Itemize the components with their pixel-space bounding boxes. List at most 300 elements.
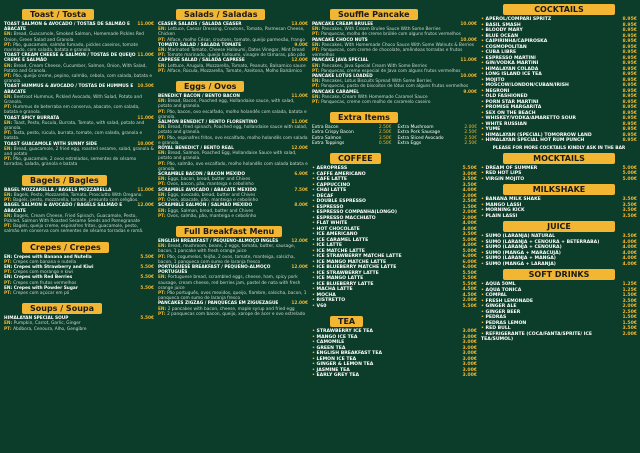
list-item-price: 8.95€: [622, 66, 637, 72]
item-desc-en: [4, 147, 154, 157]
lang-tag-pt: PT:: [158, 311, 168, 317]
section-header-soups: Soups / Soupa: [22, 303, 102, 314]
list-item-price: 3.00€: [462, 351, 477, 357]
item-price: 5.50€: [140, 316, 154, 322]
list-item-price: 6.00€: [462, 259, 477, 265]
menu-item: [312, 90, 477, 106]
desc-text: Bagels, pesto, mozzarella, tomate, presunto com orégãos.: [13, 198, 139, 204]
list-item-price: 5.50€: [462, 281, 477, 287]
desc-text: Toast, Pesto, Rucula, Burrata, Tomato, with salad, potato and granola.: [4, 120, 145, 132]
section-header-souffle: Souffle Pancake: [330, 9, 418, 20]
list-item-name: • ICE AMERICANO: [312, 232, 358, 238]
list-item-price: 1.25€: [622, 282, 637, 287]
crepe-price: 5.50€: [140, 275, 154, 281]
extra-item: [398, 141, 478, 146]
item-price: 11.00€: [137, 53, 154, 59]
desc-text: Pancakes, Java Special Cream With Some Berries: [321, 63, 428, 69]
list-item-price: 4.00€: [622, 239, 637, 245]
list-item-name: • PLAIN LASSI: [481, 214, 517, 220]
menu-item: [158, 203, 308, 219]
desc-text: Panquecas, pasta de biscoitos de lótus com alguns frutos vermelhos: [321, 84, 469, 90]
list-item-price: 4.00€: [622, 250, 637, 256]
list-item-price: 3.00€: [462, 373, 477, 379]
section-header-soft-drinks: SOFT DRINKS: [503, 269, 615, 280]
crepe-pt-text: Crepes com banana e nutella: [13, 259, 77, 265]
list-item-name: • BASIL SMASH: [481, 23, 521, 29]
lang-tag-en: EN:: [158, 275, 168, 281]
list-item-name: • HOT CHOCOLATE: [312, 227, 360, 233]
list-item-name: • OLD FASHIONED: [481, 94, 528, 100]
list-item-name: • RISTRETTO: [312, 298, 345, 304]
list-item-price: 8.95€: [622, 99, 637, 105]
list-item-name: • HIMALAYAN SPECIAL HOT RUM PUNCH: [481, 138, 584, 144]
list-item-name: • EARLY GREY TEA: [312, 373, 359, 379]
list-item-price: 8.95€: [622, 50, 637, 55]
list-item-price: 3.50€: [622, 197, 637, 202]
desc-text: Pão, guacamole, 2 ovos estrelados, sementes de sésamo torradas, salada, granola e batata: [4, 157, 137, 168]
column-toast-bagels: [4, 2, 154, 451]
item-name: PORTUGUESE BREAKFAST / PEQUENO-ALMOÇO PORTUGUÊS: [158, 264, 271, 276]
list-item-name: • SUMO (MANGA + LARANJA): [481, 262, 556, 268]
list-item-name: • STRAWBERRY ICE TEA: [312, 329, 373, 335]
section-header-cocktails: COCKTAILS: [503, 4, 615, 15]
item-price: 6.90€: [294, 172, 308, 178]
list-item-name: • ICE MANGO LATTE: [312, 276, 363, 282]
lang-tag-en: EN:: [4, 63, 14, 69]
item-name: TOAST CREAM CHEESE & SALMON / TOSTAS DE QUEIJO CREME E SALMÃO: [4, 53, 136, 64]
item-desc-en: [158, 244, 308, 254]
column-drinks: [481, 2, 637, 451]
list-item-price: 4.00€: [622, 245, 637, 250]
item-desc-pt: [158, 136, 308, 146]
item-name: BAGEL SALMON & AVOCADO / BAGELS SALMÃO E ABACATE: [4, 203, 123, 214]
desc-text: Pão, salmão, ovo escalfado, molho holandês com salada batata e granola.: [158, 161, 308, 172]
list-item-price: 3.50€: [462, 232, 477, 238]
menu-item: [158, 94, 308, 120]
list-item-price: 2.00€: [462, 215, 477, 221]
crepe-en-text: Crepes with Powder Sugar: [13, 285, 78, 291]
column-salads-eggs: [158, 2, 308, 451]
lang-tag-pt: PT:: [4, 157, 14, 163]
menu-item: [4, 188, 154, 204]
item-desc-pt: [158, 110, 308, 120]
list-item-price: 3.00€: [462, 356, 477, 362]
item-name: PANCAKE CARAMEL: [312, 89, 359, 95]
item-name: PANCAKE JAVA SPECIAL: [312, 58, 369, 64]
desc-text: Eggs, bacon, bread, butter and Chives: [167, 177, 251, 183]
lang-tag-en: EN:: [158, 177, 168, 183]
list-item-price: 4.00€: [462, 226, 477, 232]
item-price: 10.00€: [460, 37, 477, 43]
list-item-name: • COSMOPOLITAN: [481, 45, 527, 51]
list-item-price: 4.50€: [462, 292, 477, 298]
list-item-name: • MOSCOW/LONDON/CUBAN/IRISH: [481, 83, 569, 89]
list-item-name: • CAPPUCCINO: [312, 183, 350, 189]
list-item-price: 8.95€: [622, 77, 637, 83]
item-price: 12.00€: [291, 301, 308, 307]
extra-price: 2.50€: [464, 140, 477, 146]
item-name: TOMATO SALAD / SALADA TOMATE: [158, 42, 242, 48]
lang-tag-pt: PT:: [4, 280, 14, 286]
list-item-name: • BLUE OCEAN: [481, 34, 518, 40]
extra-name: Extra Salmon: [312, 135, 342, 141]
cocktail-note: PLEASE FOR MORE COCKTAILS KINDLY ASK IN THE BAR: [492, 145, 626, 151]
menu-item: [4, 22, 154, 53]
item-name: BENEDICT BACON / BENTO BACON: [158, 94, 240, 100]
extras-list: [312, 125, 477, 146]
list-item-name: • PORN STAR MARTINI: [481, 100, 538, 106]
lang-tag-en: EN:: [158, 125, 168, 131]
item-name: PANCAKES ZIGZAG / PANQUECAS EM ZIGUEZAGUE: [158, 301, 279, 307]
soft-drinks-list: [481, 282, 637, 343]
item-desc-pt: [158, 214, 308, 219]
list-item-name: • CAFE LATTE: [312, 177, 347, 183]
desc-text: Bread, Bacon, Poached egg, Hollandaise sauce, with salad, potato and granola.: [158, 99, 295, 110]
lang-tag-en: EN:: [158, 99, 168, 105]
item-desc-pt: [4, 327, 154, 332]
list-item-price: 1.25€: [622, 287, 637, 293]
list-item-price: 6.00€: [462, 254, 477, 260]
list-item-name: • SUMO (LARANJA + CENOURA): [481, 245, 562, 251]
list-item-price: 1.50€: [622, 293, 637, 298]
item-desc-pt: [4, 43, 154, 53]
list-item-name: • RED BULL: [481, 326, 511, 332]
list-item-price: 8.95€: [622, 121, 637, 127]
item-price: 10.00€: [137, 141, 154, 147]
desc-text: Portuguese bread, scrambled eggs, cheese, ham, spicy pork sausage, cream cheese, red berries jam, pastel de nata with fresh orange juice: [158, 275, 301, 291]
list-item: [481, 332, 637, 343]
list-item-name: • ICE STRAWBERRY MATCHE LATTE: [312, 254, 402, 260]
list-item-price: 4.00€: [622, 261, 637, 267]
crepe-item: [4, 255, 154, 265]
lang-tag-en: EN:: [4, 285, 14, 291]
item-price: 7.50€: [294, 187, 308, 193]
list-item-price: 8.95€: [622, 127, 637, 132]
list-item-price: 2.00€: [622, 331, 637, 337]
crepe-pt-text: Crepes com morango e kiwi: [13, 270, 73, 276]
item-desc-en: [158, 275, 308, 291]
list-item-name: • ICE MANGO MATCHE LATTE: [312, 260, 386, 266]
list-item-price: 3.50€: [462, 182, 477, 188]
extra-price: 0.50€: [378, 140, 392, 146]
item-price: 13.00€: [291, 22, 308, 27]
desc-text: Lettuce, Arugula, Mozzarella, Tomato, Peanuts, Balsamico sauce: [167, 63, 306, 69]
lang-tag-pt: PT:: [158, 53, 168, 59]
list-item: [481, 177, 637, 183]
menu-item: [158, 120, 308, 146]
list-item-name: • JASMINE TEA: [312, 368, 350, 374]
list-item-price: 2.00€: [462, 210, 477, 216]
item-name: SCRAMBLE BACON / BACON MEXIDO: [158, 172, 246, 178]
desc-text: Ovos, abacate, pão, manteiga e cebolinho: [167, 198, 258, 204]
list-item-price: 8.95€: [622, 94, 637, 99]
lang-tag-pt: PT:: [158, 182, 168, 188]
desc-text: Pancakes, Lotus Biscuits Spread With Some Berries: [321, 79, 432, 85]
list-item-name: • CAIPIRINHA/CAPIROSKA: [481, 39, 547, 45]
lang-tag-en: EN:: [4, 146, 14, 152]
lang-tag-pt: PT:: [312, 48, 322, 54]
item-name: CAPRESE SALAD / SALADA CAPRESE: [158, 58, 245, 64]
desc-text: Hummus de beterraba em conserva, abacate, com salada, batata e granola.: [4, 105, 140, 116]
desc-text: Tomate marinado, queijo halloumi, vinagre de tâmaras, pão pão: [167, 53, 306, 59]
list-item-name: • BANANA MILK SHAKE: [481, 197, 541, 203]
item-price: 12.00€: [291, 58, 308, 64]
item-name: ENGLISH BREAKFAST / PEQUENO-ALMOÇO INGLÊS: [158, 238, 279, 244]
menu-item: [158, 301, 308, 317]
item-price: 11.00€: [137, 187, 154, 193]
item-desc-en: [158, 151, 308, 161]
menu-item: [312, 22, 477, 38]
item-desc-en: [158, 27, 308, 37]
desc-text: Eggs, Salmon, bread, butter and Chives: [167, 208, 254, 214]
item-price: 10.50€: [137, 84, 154, 90]
lang-tag-en: EN:: [158, 306, 168, 312]
soups-list: [4, 316, 154, 332]
lang-tag-pt: PT:: [158, 37, 168, 43]
extra-item: [312, 141, 392, 146]
list-item-name: • MOCHA: [312, 293, 336, 299]
item-price: 9.00€: [294, 42, 308, 48]
list-item-price: 5.50€: [462, 276, 477, 282]
list-item-price: 3.50€: [622, 234, 637, 239]
lang-tag-pt: PT:: [4, 42, 14, 48]
item-desc-pt: [4, 131, 154, 141]
lang-tag-en: EN:: [4, 254, 14, 260]
list-item-name: • ICE MATCHE LATTE: [312, 249, 365, 255]
list-item-name: • CAFFE AMERICANO: [312, 172, 366, 178]
item-name: SALMON BENEDICT / BENTO FLORENTINO: [158, 120, 258, 126]
crepe-pt-text: Crepes com açúcar em pó: [13, 290, 70, 296]
item-desc-en: [4, 64, 154, 74]
list-item-name: • WHITE RUSSIAN: [481, 122, 527, 128]
list-item-name: • GREEN TEA: [312, 346, 345, 352]
crepe-item: [4, 265, 154, 275]
lang-tag-pt: PT:: [4, 224, 14, 230]
list-item-name: • RED HOT LIPS: [481, 171, 521, 177]
menu-item: [4, 116, 154, 142]
list-item-price: 8.95€: [622, 22, 637, 28]
item-price: 11.00€: [137, 22, 154, 27]
desc-text: Ovos, bacon, pão, manteiga e cebolinho: [167, 182, 254, 188]
item-price: 10.00€: [460, 74, 477, 80]
list-item: [481, 214, 637, 220]
extra-price: 2.50€: [378, 125, 392, 131]
desc-text: Alface, Rúcula, Mozzarella, Tomate, Azeitona, Molho Balsâmico: [167, 68, 302, 74]
lang-tag-pt: PT:: [312, 100, 322, 106]
item-price: 11.00€: [291, 94, 308, 100]
desc-text: Pão, cogumelos, feijão, 2 ovos, tomate, manteiga, salsicha, bacon, 1 panqueca com sumo de laranja fresco: [158, 254, 295, 265]
list-item-name: • ENGLISH BREAKFAST TEA: [312, 351, 382, 357]
list-item-price: 2.50€: [622, 309, 637, 315]
lang-tag-en: EN:: [4, 32, 14, 38]
list-item-name: • ESPRESSO MACCHIATO: [312, 216, 376, 222]
list-item-price: 3.50€: [462, 177, 477, 183]
menu-item: [158, 188, 308, 204]
section-header-full-breakfast: Full Breakfast Menu: [176, 226, 282, 237]
eggs-list: [158, 94, 308, 219]
list-item-price: 8.95€: [622, 39, 637, 44]
list-item-name: • ICE STRAWBERRY LATTE: [312, 271, 379, 277]
item-price: 10.00€: [460, 22, 477, 27]
section-header-extra: Extra Items: [330, 112, 398, 123]
list-item-name: • CAMOMILE: [312, 340, 344, 346]
lang-tag-en: EN:: [4, 120, 14, 126]
list-item-name: • ICE CARAMEL LATTE: [312, 238, 368, 244]
desc-text: Panquecas, creme especial de Java com alguns frutos vermelhos: [321, 68, 461, 74]
list-item-price: 8.95€: [622, 61, 637, 66]
item-name: SCRAMBLE SALMON / SALMÃO MEXIDO: [158, 203, 253, 209]
list-item-price: 8.95€: [622, 116, 637, 121]
crepe-item: [4, 275, 154, 285]
lang-tag-en: EN:: [4, 275, 14, 281]
list-item-name: • FRESH LEMONADE: [481, 299, 533, 305]
item-name: BAGEL MOZZARELLA / BAGELS MOZZARELLA: [4, 187, 112, 193]
list-item-price: 8.95€: [622, 28, 637, 33]
desc-text: Pancake, Cream With Homemade Caramel Sauce: [321, 94, 428, 100]
list-item-price: 3.00€: [462, 334, 477, 340]
item-name: TOAST GUACAMOLE WITH SUNNY SIDE: [4, 141, 98, 147]
list-item-name: • WHISKEY/VODKA/AMARETTO SOUR: [481, 116, 576, 122]
list-item-name: • DOUBLE ESPRESSO: [312, 199, 366, 205]
lang-tag-en: EN:: [158, 151, 168, 157]
crepes-list: [4, 255, 154, 297]
full-breakfast-list: [158, 239, 308, 317]
list-item: [481, 138, 637, 144]
desc-text: Bread, mushroom, beans, 2 eggs, tomato, butter, sausage, bacon, 1 pancake with fresh orange juice: [158, 244, 296, 255]
list-item-name: • APEROL/COMPARI SPRITZ: [481, 17, 551, 23]
item-name: HIMALAYAN SPECIAL SOUP: [4, 316, 69, 322]
list-item-price: 8.95€: [622, 138, 637, 143]
list-item-price: 3.50€: [622, 208, 637, 213]
desc-text: Marinated Tomato, Cheese Halloumi, Dates Vinegar, Mint Bread: [167, 48, 305, 54]
desc-text: Eggs, avocado, bread, butter and Chives: [167, 192, 256, 198]
menu-item: [158, 43, 308, 59]
list-item-name: • CHAI LATTE: [312, 188, 346, 194]
list-item-price: 8.95€: [622, 44, 637, 50]
item-price: 9.00€: [463, 89, 477, 95]
crepe-item: [4, 286, 154, 296]
lang-tag-pt: PT:: [4, 105, 14, 111]
item-price: 12.00€: [137, 203, 154, 209]
list-item-name: • BLOODY MARY: [481, 28, 523, 34]
lang-tag-pt: PT:: [312, 84, 322, 90]
list-item-price: 8.95€: [622, 72, 637, 77]
list-item-price: 3.00€: [462, 345, 477, 351]
menu-item: [158, 58, 308, 74]
menu-item: [312, 38, 477, 59]
extra-name: Extra Crispy Bacon: [312, 130, 354, 136]
list-item-price: 8.95€: [622, 55, 637, 61]
menu-item: [312, 58, 477, 74]
section-header-eggs: Eggs / Ovos: [176, 81, 244, 92]
list-item-price: 8.95€: [622, 132, 637, 138]
item-desc-pt: [158, 291, 308, 301]
tea-list: [312, 329, 477, 379]
list-item-price: 8.95€: [622, 105, 637, 110]
list-item-name: • AQUA TONICA: [481, 288, 521, 294]
section-header-crepes: Crepes / Crepes: [22, 242, 109, 253]
lang-tag-pt: PT:: [158, 161, 168, 167]
list-item-price: 5.00€: [622, 165, 637, 171]
list-item-name: • GINGER & LEMON TEA: [312, 362, 373, 368]
lang-tag-pt: PT:: [158, 135, 168, 141]
desc-text: Lettuce, Caesar Dressing, Croutons, Tomato, Parmesan Cheese, Chicken: [158, 27, 305, 38]
list-item-price: 5.00€: [462, 248, 477, 254]
item-title: [4, 22, 154, 32]
item-name: CEASER SALADS / SALADA CEASER: [158, 22, 242, 27]
item-desc-en: [158, 125, 308, 135]
lang-tag-pt: PT:: [158, 213, 168, 219]
crepe-pt: [4, 291, 154, 296]
lang-tag-pt: PT:: [158, 290, 168, 296]
list-item-price: 4.00€: [462, 243, 477, 249]
item-desc-en: [4, 214, 154, 224]
list-item-name: • V60: [312, 304, 327, 310]
milkshake-list: [481, 197, 637, 219]
list-item-price: 3.50€: [622, 213, 637, 219]
coffee-list: [312, 166, 477, 309]
lang-tag-en: EN:: [158, 27, 168, 33]
lang-tag-pt: PT:: [4, 290, 14, 296]
menu-item: [158, 146, 308, 172]
list-item-price: 3.00€: [462, 362, 477, 368]
lang-tag-en: EN:: [158, 63, 168, 69]
extra-name: Extra Bacon: [312, 125, 339, 131]
list-item: [481, 262, 637, 268]
lang-tag-en: EN:: [158, 208, 168, 214]
item-price: 11.00€: [137, 115, 154, 121]
list-item-price: 3.50€: [622, 326, 637, 331]
lang-tag-en: EN:: [4, 94, 14, 100]
item-name: PANCAKE LOTUS LOADED: [312, 74, 373, 80]
desc-text: Ovos, salmão, pão, manteiga e cebolinho: [167, 213, 257, 219]
list-item-name: • SUMO (LARANJA + CENOURA + BETERRABA): [481, 240, 599, 246]
desc-text: Bread, fried spinach, Poached egg, hollandaise sauce with salad, potato and granola.: [158, 125, 308, 136]
desc-text: Pão, queijo creme, pepino, salmão, cebola, com salada, batata e granola.: [4, 74, 153, 85]
list-item-name: • SUMO (LARANJA + MANGA): [481, 256, 556, 262]
menu-item: [4, 142, 154, 168]
crepe-en-text: Crepes with Strawberry and Kiwi: [13, 264, 94, 270]
desc-text: Panquecas, creme com molho de caramelo caseiro: [321, 100, 431, 106]
list-item-name: • ICE BLUEBERRY LATTE: [312, 282, 374, 288]
menu-item: [4, 316, 154, 332]
list-item-name: • ESPRESSO COMPANHA(LONGO): [312, 210, 397, 216]
crepe-en-text: Crepes with Banana and Nutella: [13, 254, 92, 260]
list-item-name: • REFRIGERANTE (COCA/FANTA/SPRITE/ ICE TEA/SUMOL): [481, 332, 622, 343]
item-desc-pt: [158, 312, 308, 317]
list-item: [312, 304, 477, 310]
lang-tag-en: EN:: [4, 213, 14, 219]
lang-tag-pt: PT:: [4, 259, 14, 265]
lang-tag-en: EN:: [312, 27, 322, 33]
juice-list: [481, 234, 637, 267]
list-item-name: • PROMISE MARGARITA: [481, 105, 541, 111]
extra-name: Extra Pork Sausage: [397, 130, 441, 136]
list-item-name: • DECAF: [312, 194, 334, 200]
desc-text: Alface, molho César, croutons, tomate, queijo parmesão, frango: [167, 37, 305, 43]
section-header-milkshake: MILKSHAKE: [503, 184, 615, 195]
desc-text: Bagels, Pesto, Mozzarella, Tomato, Prosciutto With Oregano.: [13, 192, 143, 198]
desc-text: Bread, Salmon, Poached Egg, Hollandaise Sauce with salad, potato and granola.: [158, 151, 297, 162]
lang-tag-pt: PT:: [158, 198, 168, 204]
lang-tag-en: EN:: [312, 79, 322, 85]
extra-name: Extra Mushroom: [397, 125, 434, 131]
item-name: PANCAKE CREAM BRULEE: [312, 22, 374, 27]
list-item-price: 3.50€: [622, 298, 637, 304]
toast-list: [4, 22, 154, 168]
list-item-name: • MACHA LATTE: [312, 287, 353, 293]
list-item-price: 3.50€: [622, 202, 637, 208]
